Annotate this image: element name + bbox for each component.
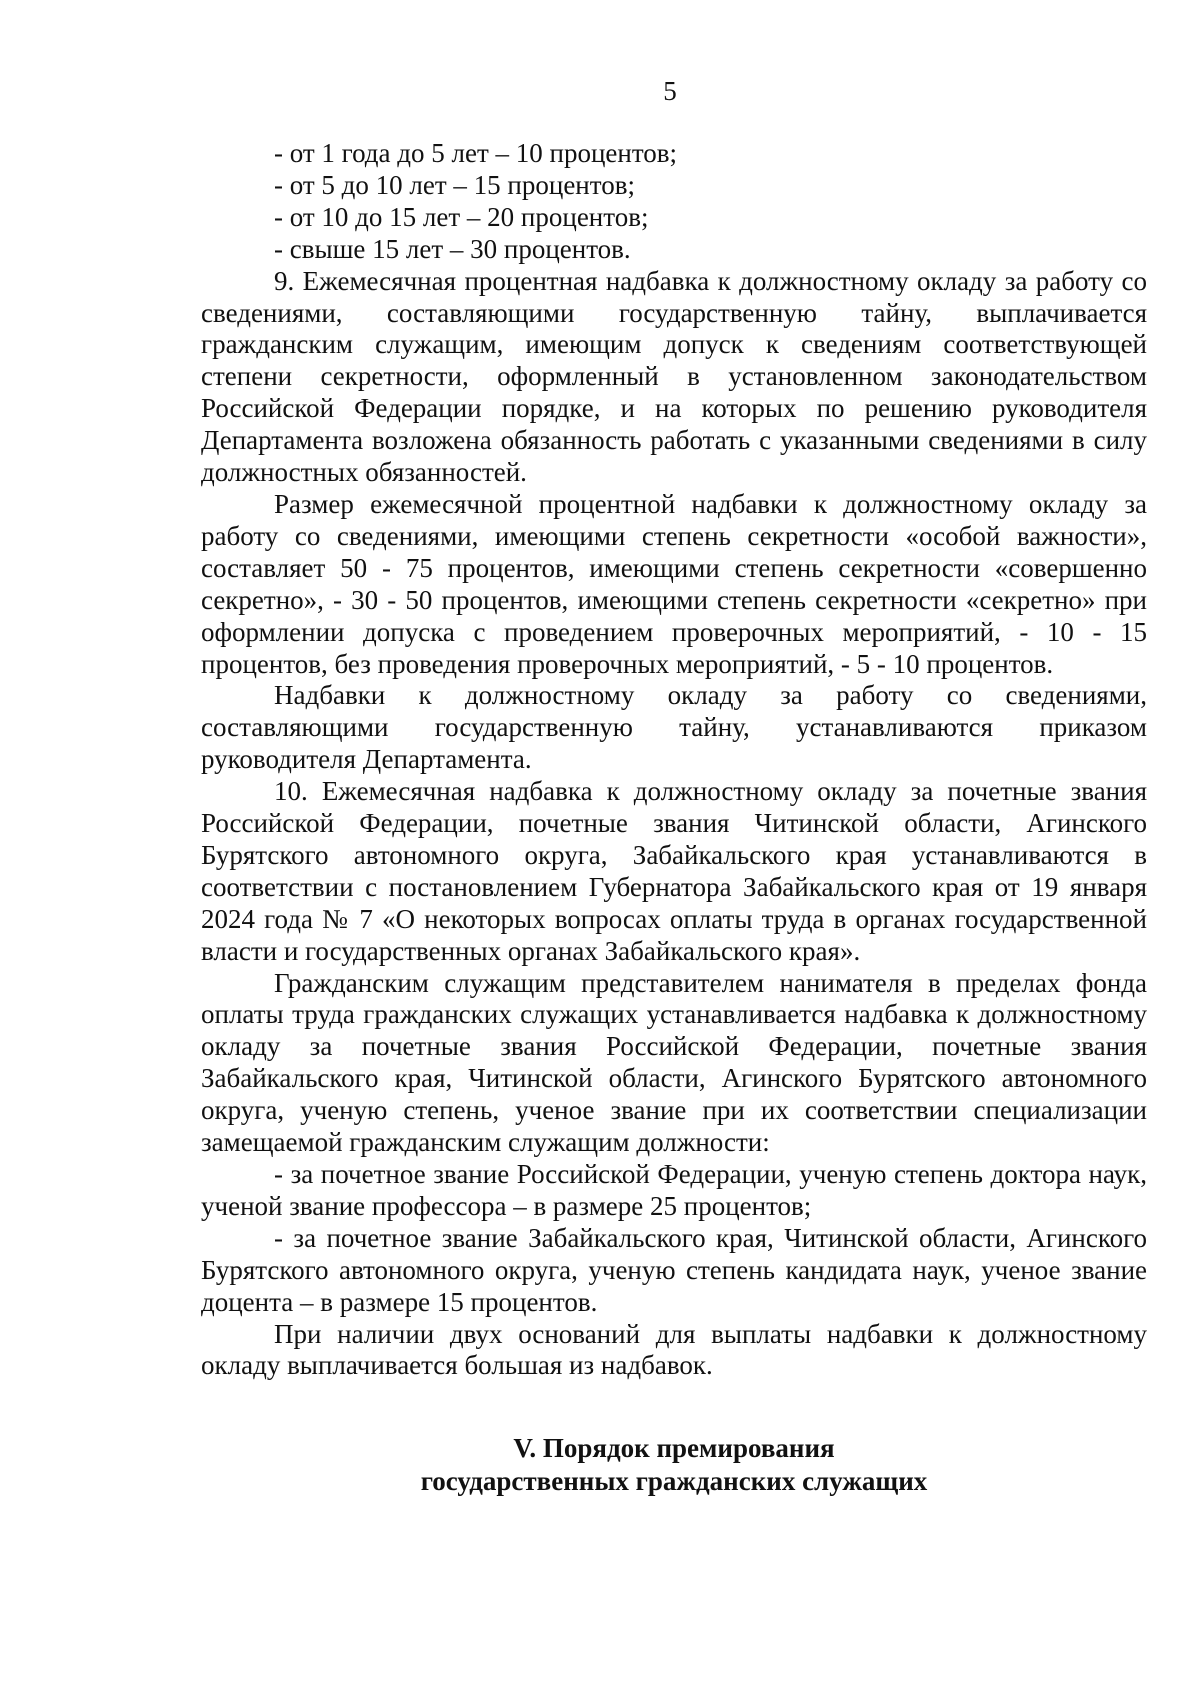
paragraph-10-honorary-titles: 10. Ежемесячная надбавка к должностному окладу за почетные звания Российской Федерации, почетные звания Читинской области, Агинского Бурятского автономного округа, Забайкальского края устанавливаются в соответствии с постановлением Губернатора Забайкальского края от 19 января 2024 года № 7 «О некоторых вопросах оплаты труда в органах государственной власти и государственных органах Забайкальского края».	[201, 776, 1147, 966]
paragraph-two-grounds: При наличии двух оснований для выплаты надбавки к должностному окладу выплачивается большая из надбавок.	[201, 1318, 1147, 1381]
paragraph-doctor-professor-rate: - за почетное звание Российской Федерации, ученую степень доктора наук, ученой звание профессора – в размере 25 процентов;	[201, 1159, 1147, 1221]
document-body	[201, 138, 1147, 1382]
paragraph-secrecy-rates: Размер ежемесячной процентной надбавки к должностному окладу за работу со сведениями, имеющими степень секретности «особой важности», составляет 50 - 75 процентов, имеющими степень секретности «совершенно секретно», - 30 - 50 процентов, имеющими степень секретности «секретно» при оформлении допуска с проведением проверочных мероприятий, - 10 - 15 процентов, без проведения проверочных мероприятий, - 5 - 10 процентов.	[201, 488, 1147, 679]
list-item-tenure-5-10: - от 5 до 10 лет – 15 процентов;	[274, 169, 635, 200]
section-heading-line-2: государственных гражданских служащих	[420, 1466, 928, 1496]
paragraph-9-state-secret-allowance: 9. Ежемесячная процентная надбавка к должностному окладу за работу со сведениями, составляющими государственную тайну, выплачивается гражданским служащим, имеющим допуск к сведениям соответствующей степени секретности, оформленный в установленном законодательством Российской Федерации порядке, и на которых по решению руководителя Департамента возложена обязанность работать с указанными сведениями в силу должностных обязанностей.	[201, 265, 1147, 488]
list-item-tenure-1-5: - от 1 года до 5 лет – 10 процентов;	[274, 138, 678, 168]
list-item-tenure-10-15: - от 10 до 15 лет – 20 процентов;	[274, 201, 649, 232]
page-number: 5	[663, 76, 677, 106]
list-item-tenure-over-15: - свыше 15 лет – 30 процентов.	[274, 233, 631, 264]
section-heading	[201, 1432, 1147, 1498]
paragraph-candidate-docent-rate: - за почетное звание Забайкальского края, Читинской области, Агинского Бурятского автономного округа, ученую степень кандидата наук, ученое звание доцента – в размере 15 процентов.	[201, 1222, 1147, 1317]
paragraph-employer-allowance: Гражданским служащим представителем нанимателя в пределах фонда оплаты труда гражданских служащих устанавливается надбавка к должностному окладу за почетные звания Российской Федерации, почетные звания Забайкальского края, Читинской области, Агинского Бурятского автономного округа, ученую степень, ученое звание при их соответствии специализации замещаемой гражданским служащим должности:	[201, 967, 1147, 1158]
paragraph-allowance-order: Надбавки к должностному окладу за работу со сведениями, составляющими государственную тайну, устанавливаются приказом руководителя Департамента.	[201, 680, 1147, 775]
section-heading-line-1: V. Порядок премирования	[513, 1433, 835, 1463]
